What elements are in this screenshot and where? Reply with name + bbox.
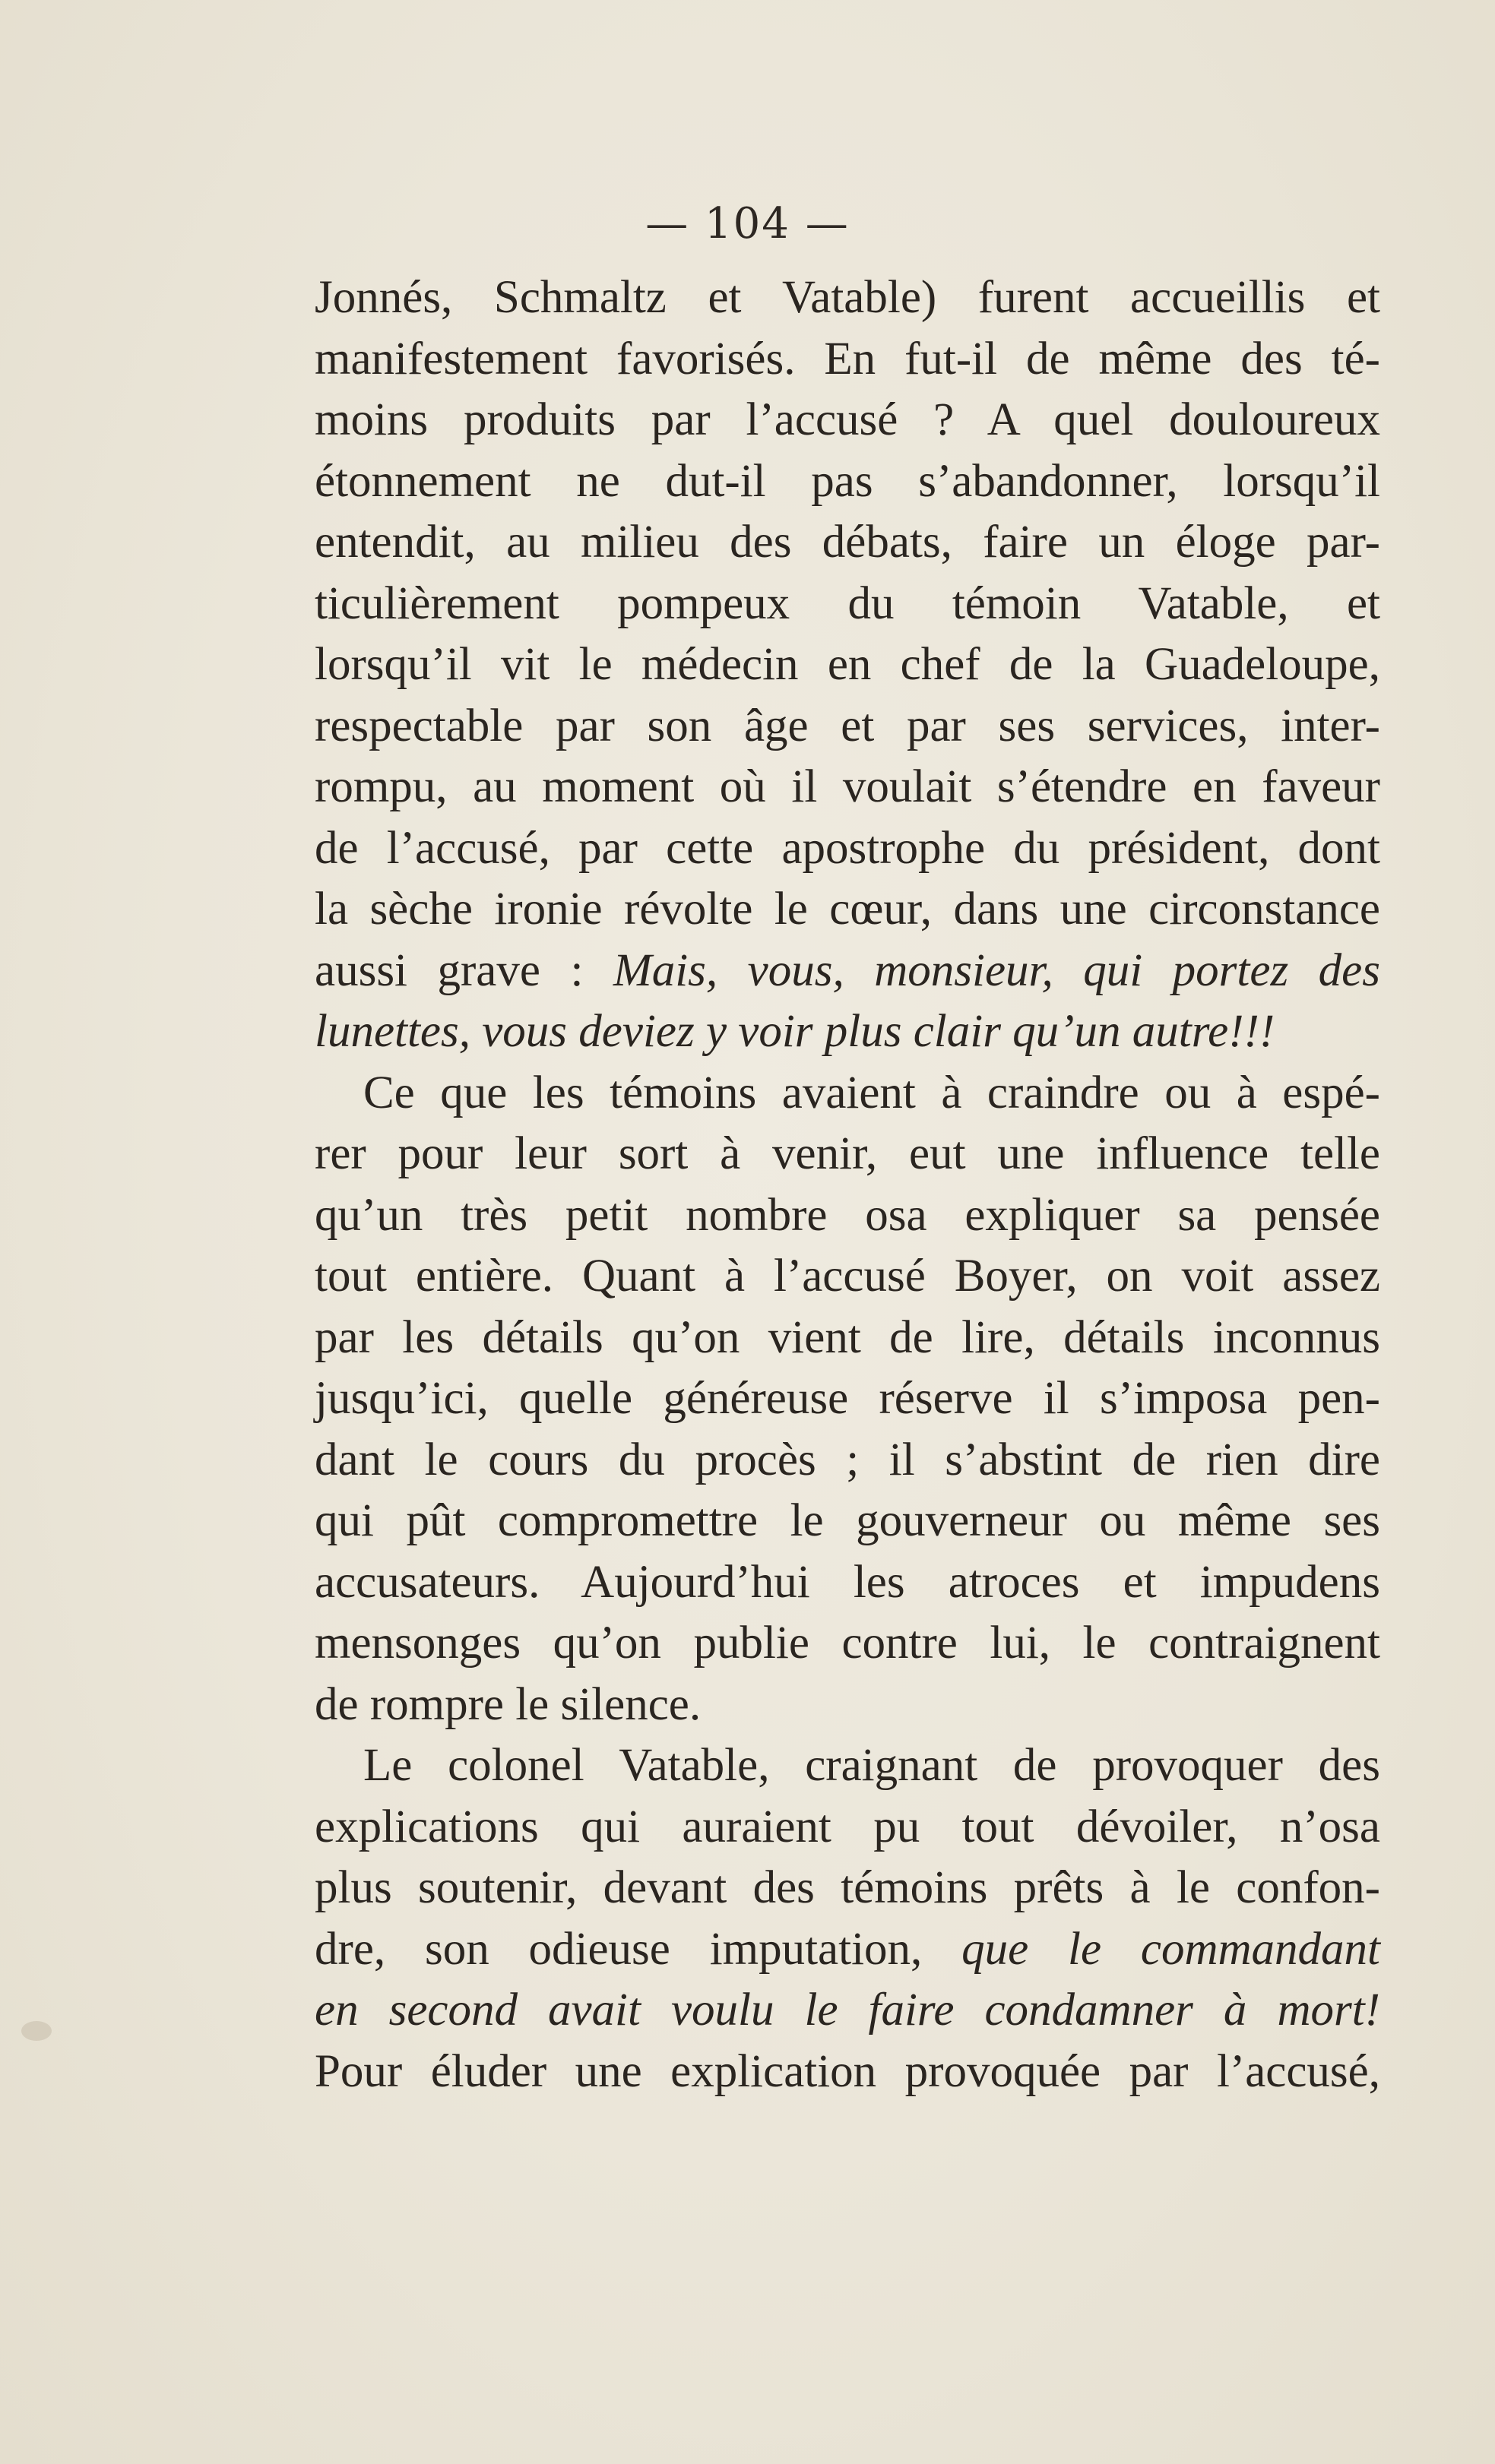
text-line: entendit, au milieu des débats, faire un éloge par- <box>315 517 1380 568</box>
text-line: rer pour leur sort à venir, eut une influence telle <box>315 1128 1380 1179</box>
text-line <box>315 1980 1380 2042</box>
text-line: étonnement ne dut-il pas s’abandonner, lorsqu’il <box>315 455 1380 507</box>
italic-quote: que le commandant <box>961 1923 1380 1975</box>
text-line: Pour éluder une explication provoquée par l’accusé, <box>315 2045 1380 2097</box>
page-number: — 104 — <box>645 199 850 248</box>
body-text <box>315 267 1380 2102</box>
text-line: dre, son odieuse imputation, que le commandant <box>315 1923 1380 1975</box>
text-line: Jonnés, Schmaltz et Vatable) furent accueillis et <box>315 272 1380 323</box>
text-line: jusqu’ici, quelle généreuse réserve il s’imposa pen- <box>315 1373 1380 1424</box>
text-line: de rompre le silence. <box>315 1678 702 1730</box>
text-line: accusateurs. Aujourd’hui les atroces et impudens <box>315 1556 1380 1608</box>
text-line: la sèche ironie révolte le cœur, dans une circonstance <box>315 884 1380 935</box>
text-line: qui pût compromettre le gouverneur ou même ses <box>315 1495 1380 1546</box>
text-line: par les détails qu’on vient de lire, détails inconnus <box>315 1311 1380 1363</box>
paragraph-start-line: Ce que les témoins avaient à craindre ou à espé- <box>363 1067 1380 1118</box>
text-line: aussi grave : Mais, vous, monsieur, qui portez des <box>315 944 1380 996</box>
text-line: mensonges qu’on publie contre lui, le contraignent <box>315 1618 1380 1668</box>
paragraph-start-line: Le colonel Vatable, craignant de provoquer des <box>363 1740 1380 1791</box>
text-line: explications qui auraient pu tout dévoiler, n’osa <box>315 1801 1380 1852</box>
italic-quote: lunettes, vous deviez y voir plus clair qu’un autre!!! <box>315 1006 1275 1057</box>
text-line: respectable par son âge et par ses services, inter- <box>315 700 1380 751</box>
text-line: lorsqu’il vit le médecin en chef de la Guadeloupe, <box>315 639 1380 690</box>
text-line <box>315 1001 1380 1063</box>
text-line: de l’accusé, par cette apostrophe du président, dont <box>315 822 1380 874</box>
text-line: moins produits par l’accusé ? A quel douloureux <box>315 394 1380 445</box>
text-line: plus soutenir, devant des témoins prêts à le confon- <box>315 1862 1380 1913</box>
italic-quote: en second avait voulu le faire condamner à mort! <box>315 1985 1380 2035</box>
text-line: ticulièrement pompeux du témoin Vatable, et <box>315 577 1380 629</box>
text-line: dant le cours du procès ; il s’abstint de rien dire <box>315 1434 1380 1485</box>
text-line: qu’un très petit nombre osa expliquer sa pensée <box>315 1189 1380 1241</box>
paper-stain <box>21 2021 52 2041</box>
text-line: manifestement favorisés. En fut-il de même des té- <box>315 333 1380 384</box>
text-line: tout entière. Quant à l’accusé Boyer, on voit assez <box>315 1251 1380 1302</box>
text-line: rompu, au moment où il voulait s’étendre en faveur <box>315 761 1380 812</box>
italic-quote: Mais, vous, monsieur, qui portez des <box>613 944 1380 996</box>
